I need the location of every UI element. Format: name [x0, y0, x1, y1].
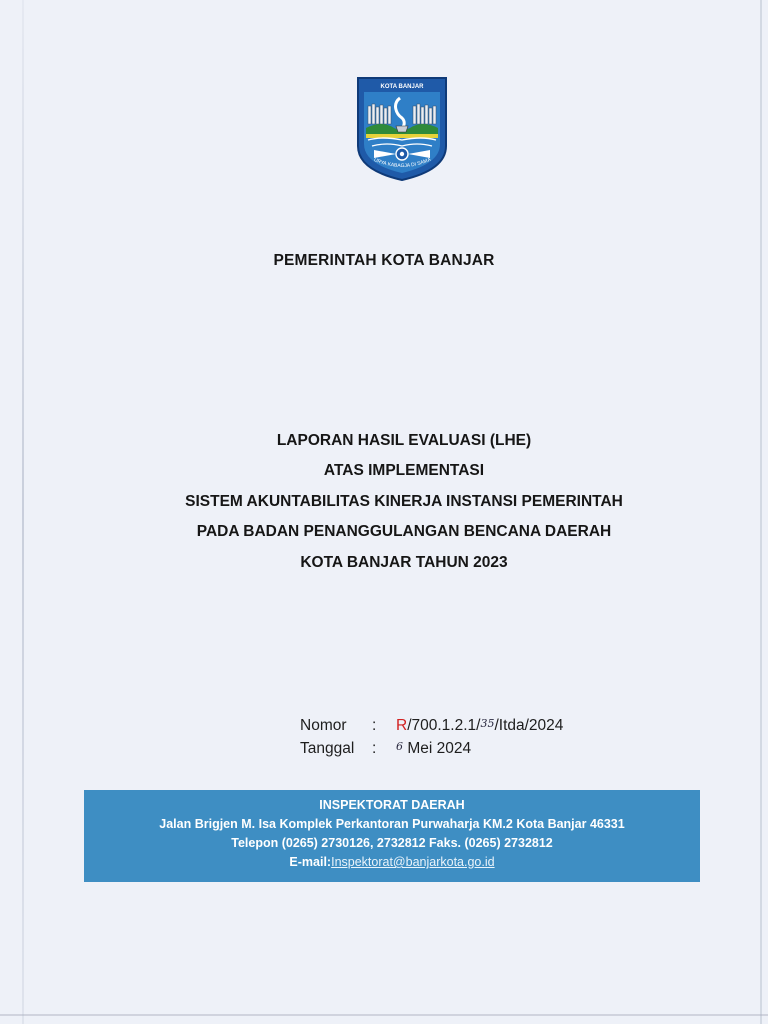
- tanggal-handwritten: 6: [396, 740, 403, 753]
- nomor-handwritten: 35: [480, 717, 495, 730]
- tanggal-label: Tanggal: [300, 740, 355, 757]
- report-title-line: PADA BADAN PENANGGULANGAN BENCANA DAERAH: [196, 523, 612, 541]
- emblem-top-text: KOTA BANJAR: [380, 84, 424, 90]
- page-bottom-edge-line: [0, 1014, 768, 1016]
- office-address: Jalan Brigjen M. Isa Komplek Perkantoran Purwaharja KM.2 Kota Banjar 46331: [159, 817, 625, 831]
- email-label: E-mail:: [289, 855, 332, 869]
- office-name: INSPEKTORAT DAERAH: [319, 798, 465, 812]
- tanggal-row: [300, 737, 563, 760]
- tanggal-colon: :: [372, 740, 377, 757]
- nomor-part2: /Itda/2024: [494, 717, 564, 734]
- nomor-part1: /700.1.2.1/: [407, 717, 481, 734]
- report-title-line: SISTEM AKUNTABILITAS KINERJA INSTANSI PEMERINTAH: [185, 492, 623, 510]
- nomor-label: Nomor: [300, 717, 347, 734]
- office-phone: Telepon (0265) 2730126, 2732812 Faks. (0265) 2732812: [231, 836, 553, 850]
- document-meta: [300, 714, 563, 760]
- nomor-colon: :: [372, 717, 377, 734]
- government-title: PEMERINTAH KOTA BANJAR: [273, 252, 495, 269]
- report-title-line: ATAS IMPLEMENTASI: [323, 462, 485, 480]
- report-title-line: KOTA BANJAR TAHUN 2023: [300, 553, 508, 571]
- kota-banjar-emblem-icon: [352, 74, 452, 182]
- office-footer-box: [84, 790, 700, 882]
- office-email-row: [84, 853, 700, 872]
- email-link[interactable]: Inspektorat@banjarkota.go.id: [331, 855, 495, 869]
- tanggal-rest: Mei 2024: [407, 740, 472, 757]
- nomor-row: [300, 714, 563, 737]
- report-title-line: LAPORAN HASIL EVALUASI (LHE): [276, 432, 532, 449]
- emblem-motto: URYA KABAGJA DI SAMA: [372, 156, 432, 170]
- report-title: [0, 426, 768, 578]
- nomor-prefix: R: [396, 717, 408, 734]
